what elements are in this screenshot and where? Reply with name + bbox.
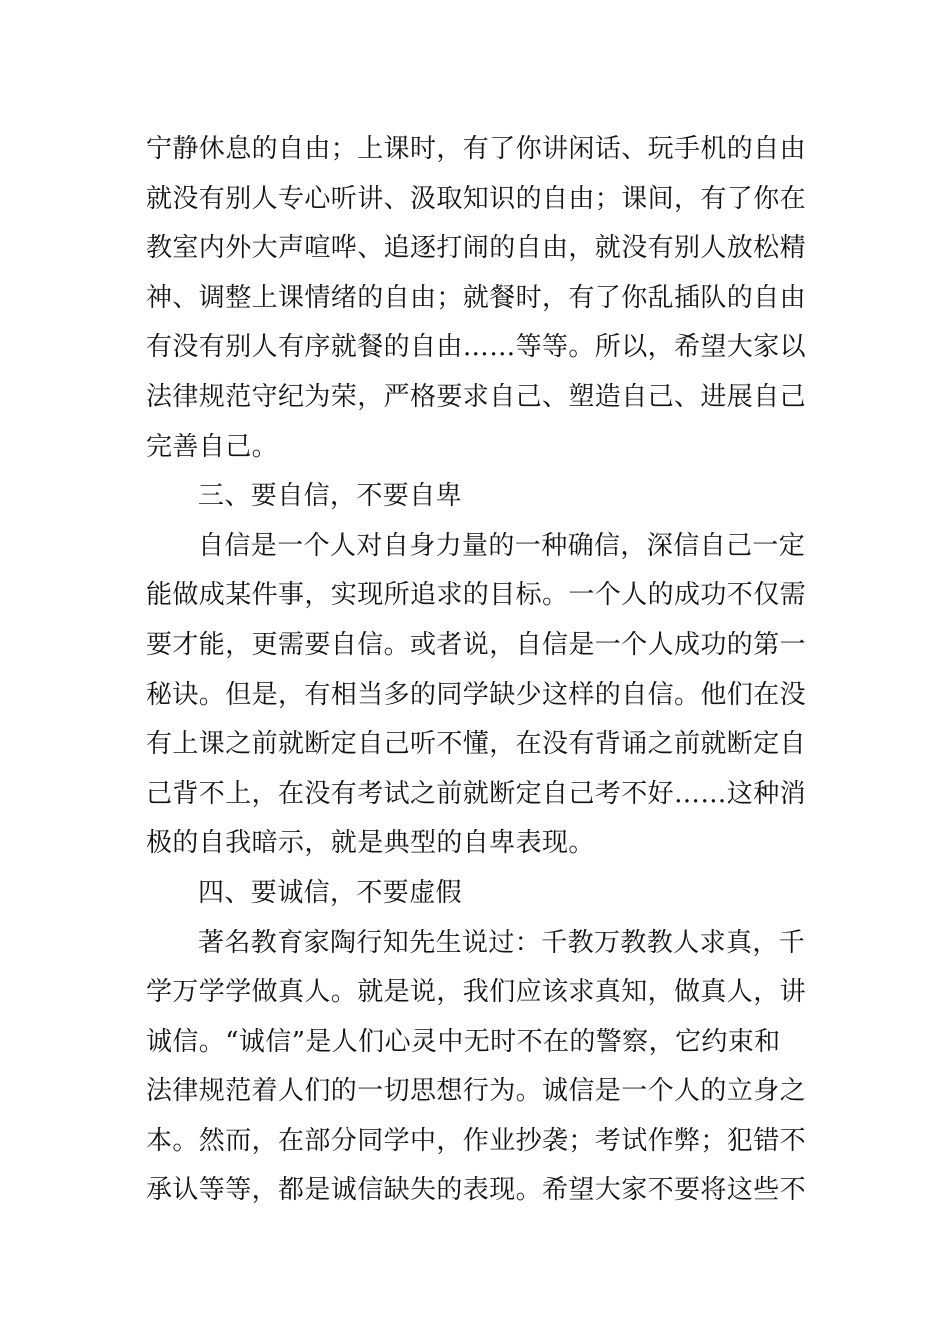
body-line: 就没有别人专心听讲、汲取知识的自由；课间，有了你在 bbox=[146, 183, 807, 214]
section-heading: 四、要诚信，不要虚假 bbox=[198, 877, 463, 908]
body-line: 法律规范着人们的一切思想行为。诚信是一个人的立身之 bbox=[146, 1076, 807, 1107]
body-line: 要才能，更需要自信。或者说，自信是一个人成功的第一 bbox=[146, 629, 807, 660]
document-body bbox=[146, 125, 816, 1216]
body-line: 承认等等，都是诚信缺失的表现。希望大家不要将这些不 bbox=[146, 1175, 807, 1206]
body-line: 有上课之前就断定自己听不懂，在没有背诵之前就断定自 bbox=[146, 729, 807, 760]
body-line: 完善自己。 bbox=[146, 431, 279, 462]
paragraph-first-line: 自信是一个人对自身力量的一种确信，深信自己一定 bbox=[198, 530, 806, 561]
body-line: 己背不上，在没有考试之前就断定自己考不好……这种消 bbox=[146, 778, 807, 809]
paragraph-first-line: 著名教育家陶行知先生说过：千教万教教人求真，千 bbox=[198, 927, 806, 958]
body-line: 极的自我暗示，就是典型的自卑表现。 bbox=[146, 828, 595, 859]
body-line: 学万学学做真人。就是说，我们应该求真知，做真人，讲 bbox=[146, 977, 807, 1008]
body-line: 教室内外大声喧哗、追逐打闹的自由，就没有别人放松精 bbox=[146, 233, 807, 264]
section-heading: 三、要自信，不要自卑 bbox=[198, 481, 463, 512]
body-line: 诚信。“诚信”是人们心灵中无时不在的警察，它约束和 bbox=[146, 1026, 781, 1057]
body-line: 能做成某件事，实现所追求的目标。一个人的成功不仅需 bbox=[146, 580, 807, 611]
body-line: 本。然而，在部分同学中，作业抄袭；考试作弊；犯错不 bbox=[146, 1125, 807, 1156]
body-line: 法律规范守纪为荣，严格要求自己、塑造自己、进展自己 bbox=[146, 381, 807, 412]
body-line: 宁静休息的自由；上课时，有了你讲闲话、玩手机的自由 bbox=[146, 134, 807, 164]
body-line: 有没有别人有序就餐的自由……等等。所以，希望大家以 bbox=[146, 332, 807, 363]
body-line: 秘诀。但是，有相当多的同学缺少这样的自信。他们在没 bbox=[146, 679, 807, 710]
body-line: 神、调整上课情绪的自由；就餐时，有了你乱插队的自由 bbox=[146, 282, 807, 313]
